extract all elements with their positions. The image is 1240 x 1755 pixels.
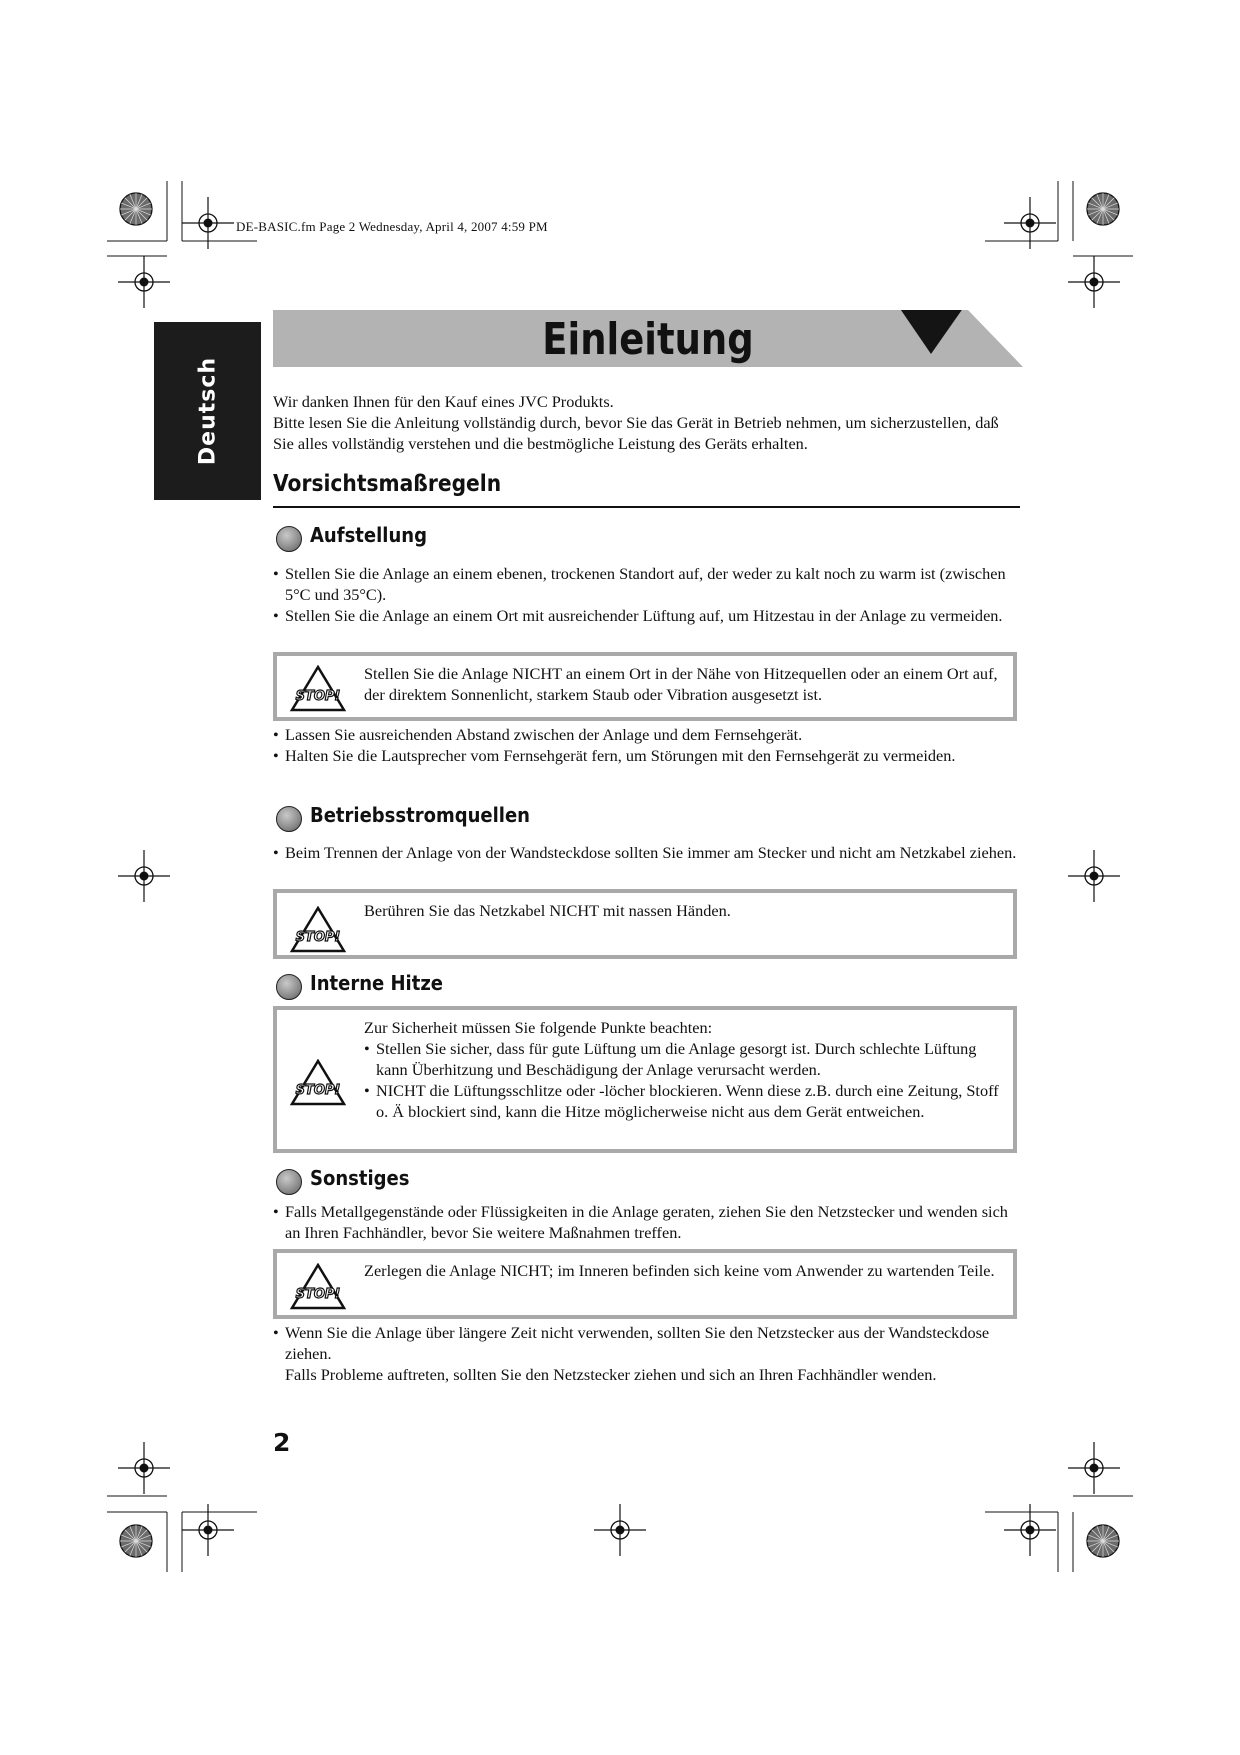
- warning-list: [364, 1038, 1005, 1122]
- bullet-circle-icon: [276, 806, 302, 832]
- sonstiges-list-after: [273, 1322, 1023, 1364]
- list-item: • Falls Metallgegenstände oder Flüssigkeiten in die Anlage geraten, ziehen Sie den Netzstecker und wenden sich an Ihren Fachhändler, bevor Sie weitere Maßnahmen treffen.: [273, 1201, 1023, 1243]
- warning-text: [364, 1017, 1005, 1122]
- intro-line-1: Wir danken Ihnen für den Kauf eines JVC Produkts.: [273, 392, 614, 411]
- list-item: • Beim Trennen der Anlage von der Wandsteckdose sollten Sie immer am Stecker und nicht am Netzkabel ziehen.: [273, 842, 1023, 863]
- page-number: 2: [273, 1428, 291, 1457]
- aufstellung-list-after: [273, 724, 1023, 766]
- warning-text: Stellen Sie die Anlage NICHT an einem Ort in der Nähe von Hitzequellen oder an einem Ort auf, der direktem Sonnenlicht, starkem Staub oder Vibration ausgesetzt ist.: [364, 664, 998, 704]
- stop-warning-icon: [289, 1263, 347, 1311]
- sonstiges-list: [273, 1201, 1023, 1243]
- warning-text: Zerlegen die Anlage NICHT; im Inneren befinden sich keine vom Anwender zu wartenden Teile.: [364, 1261, 995, 1280]
- subheading-text: Betriebsstromquellen: [310, 803, 530, 827]
- warning-intro: Zur Sicherheit müssen Sie folgende Punkte beachten:: [364, 1018, 713, 1037]
- warning-box: [273, 652, 1017, 721]
- list-item: • Halten Sie die Lautsprecher vom Fernsehgerät fern, um Störungen mit den Fernsehgerät zu vermeiden.: [273, 745, 1023, 766]
- bullet-circle-icon: [276, 1169, 302, 1195]
- list-item: • Lassen Sie ausreichenden Abstand zwischen der Anlage und dem Fernsehgerät.: [273, 724, 1023, 745]
- sonstiges-note: Falls Probleme auftreten, sollten Sie den Netzstecker ziehen und sich an Ihren Fachhändler wenden.: [285, 1365, 937, 1384]
- print-header: DE-BASIC.fm Page 2 Wednesday, April 4, 2007 4:59 PM: [236, 219, 548, 234]
- section-heading: Vorsichtsmaßregeln: [273, 471, 502, 497]
- betrieb-list: [273, 842, 1023, 863]
- bullet-circle-icon: [276, 974, 302, 1000]
- language-tab-label: Deutsch: [195, 356, 220, 466]
- list-item: • Stellen Sie sicher, dass für gute Lüftung um die Anlage gesorgt ist. Durch schlechte Lüftung kann Überhitzung und Beschädigung der Anlage verursacht werden.: [364, 1038, 1005, 1080]
- section-rule: [273, 506, 1020, 508]
- subheading-text: Aufstellung: [310, 523, 427, 547]
- aufstellung-list: [273, 563, 1023, 626]
- stop-warning-icon: [289, 906, 347, 954]
- intro-line-2: Bitte lesen Sie die Anleitung vollständig durch, bevor Sie das Gerät in Betrieb nehmen, um sicherzustellen, daß Sie alles vollständig verstehen und die bestmögliche Leistung des Geräts erhalten.: [273, 413, 999, 453]
- warning-box: [273, 1006, 1017, 1153]
- language-tab: [154, 322, 261, 500]
- stop-label: STOP!: [295, 689, 341, 704]
- stop-warning-icon: [289, 665, 347, 713]
- bullet-circle-icon: [276, 526, 302, 552]
- subheading-text: Sonstiges: [310, 1166, 410, 1190]
- warning-box: [273, 1249, 1017, 1319]
- list-item: • NICHT die Lüftungsschlitze oder -löcher blockieren. Wenn diese z.B. durch eine Zeitung, Stoff o. Ä blockiert sind, kann die Hitze möglicherweise nicht aus dem Gerät entweichen.: [364, 1080, 1005, 1122]
- subheading-text: Interne Hitze: [310, 971, 444, 995]
- warning-text: Berühren Sie das Netzkabel NICHT mit nassen Händen.: [364, 901, 731, 920]
- warning-box: [273, 889, 1017, 959]
- intro-text: [273, 391, 1023, 454]
- stop-label: STOP!: [295, 1287, 341, 1302]
- list-item: • Stellen Sie die Anlage an einem Ort mit ausreichender Lüftung auf, um Hitzestau in der Anlage zu vermeiden.: [273, 605, 1023, 626]
- list-item: • Wenn Sie die Anlage über längere Zeit nicht verwenden, sollten Sie den Netzstecker aus der Wandsteckdose ziehen.: [273, 1322, 1023, 1364]
- stop-label: STOP!: [295, 930, 341, 945]
- stop-warning-icon: [289, 1059, 347, 1107]
- page-title: Einleitung: [542, 314, 754, 365]
- stop-label: STOP!: [295, 1083, 341, 1098]
- list-item: • Stellen Sie die Anlage an einem ebenen, trockenen Standort auf, der weder zu kalt noch zu warm ist (zwischen 5°C und 35°C).: [273, 563, 1023, 605]
